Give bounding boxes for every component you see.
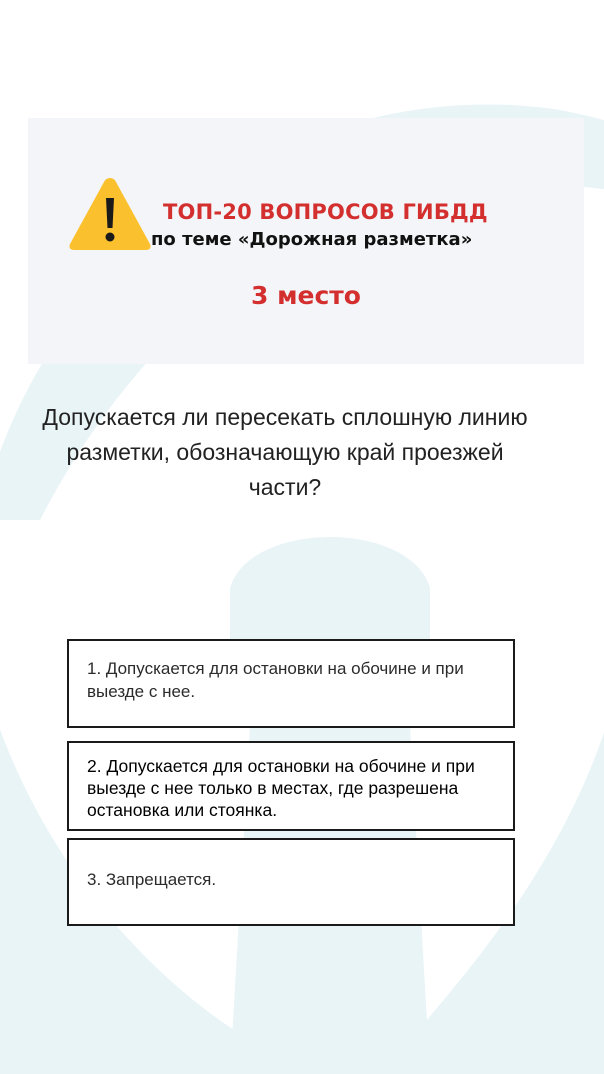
answer-label: 3. Запрещается. bbox=[87, 870, 217, 889]
header-subtitle: по теме «Дорожная разметка» bbox=[151, 229, 473, 250]
question-text: Допускается ли пересекать сплошную линию разметки, обозначающую край проезжей части? bbox=[42, 404, 528, 500]
answer-option-3[interactable] bbox=[67, 838, 515, 926]
header-title: ТОП-20 ВОПРОСОВ ГИБДД bbox=[163, 200, 488, 224]
warning-icon bbox=[68, 176, 152, 252]
answer-label: 1. Допускается для остановки на обочине и при выезде с нее. bbox=[87, 659, 464, 701]
answer-label: 2. Допускается для остановки на обочине и при выезде с нее только в местах, где разрешена остановка или стоянка. bbox=[87, 756, 475, 820]
place-label: 3 место bbox=[251, 281, 361, 310]
answer-option-1[interactable] bbox=[67, 639, 515, 728]
header-card bbox=[28, 118, 584, 364]
answer-option-2[interactable] bbox=[67, 741, 515, 831]
